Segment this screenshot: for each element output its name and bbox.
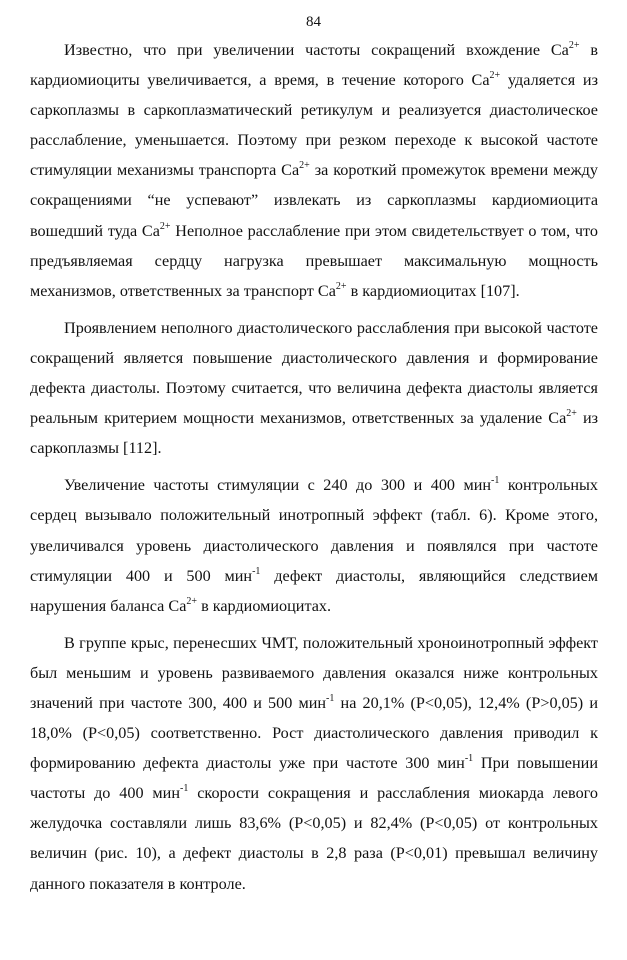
superscript: -1 [464, 753, 474, 765]
text-run: дефект диастолы, являющийся следствием нарушения баланса Са [30, 566, 599, 615]
superscript: 2+ [335, 280, 347, 292]
text-run: в кардиомиоцитах [107]. [346, 281, 520, 300]
body-text [30, 35, 598, 906]
text-run: Известно, что при увеличении частоты сокращений вхождение Са [64, 41, 569, 59]
text-run: Увеличение частоты стимуляции с 240 до 300 и 400 мин [64, 476, 492, 495]
text-run: из саркоплазмы [112]. [30, 409, 598, 458]
superscript: -1 [326, 692, 335, 704]
text-run: скорости сокращения и расслабления миокарда левого желудочка составляли лишь 83,6% (Р<0,05) и 82,4% (Р<0,05) от контрольных величин (рис. 10), а дефект диастолы в 2,8 раза (Р<0,01) превышал величину данного показателя в контроле. [30, 784, 598, 893]
page-number: 84 [306, 14, 321, 30]
text-run: контрольных сердец вызывало положительный инотропный эффект (табл. 6). Кроме этого, увеличивался уровень диастолического давления и появлялся при частоте стимуляции 400 и 500 мин [30, 476, 598, 585]
superscript: 2+ [186, 595, 198, 607]
paragraph-1 [30, 35, 598, 306]
superscript: 2+ [159, 220, 171, 232]
paragraph-2 [30, 313, 598, 463]
text-run: на 20,1% (Р<0,05), 12,4% (Р>0,05) и 18,0% (Р<0,05) соответственно. Рост диастолического давления приводил к формированию дефекта диастолы уже при частоте 300 мин [30, 693, 598, 773]
superscript: 2+ [299, 160, 310, 172]
superscript: 2+ [568, 40, 580, 51]
superscript: -1 [491, 475, 500, 487]
text-run: удаляется из саркоплазмы в саркоплазматический ретикулум и реализуется диастолическое расслабление, уменьшается. Поэтому при резком переходе к высокой частоте стимуляции механизмы транспорта Са [30, 71, 598, 180]
superscript: 2+ [489, 70, 501, 82]
text-run: за короткий промежуток времени между сокращениями “не успевают” извлекать из саркоплазмы кардиомиоцита вошедший туда Са [30, 161, 598, 240]
text-run: Проявлением неполного диастолического расслабления при высокой частоте сокращений является повышение диастолического давления и формирование дефекта диастолы. Поэтому считается, что величина дефекта диастолы является реальным критерием мощности механизмов, ответственных за удаление Са [30, 318, 598, 428]
superscript: 2+ [566, 408, 577, 420]
superscript: -1 [180, 783, 189, 795]
text-run: Неполное расслабление при этом свидетельствует о том, что предъявляемая сердцу нагрузка превышает максимальную мощность механизмов, ответственных за транспорт Са [30, 221, 598, 300]
text-run: в кардиомиоциты увеличивается, а время, в течение которого Са [30, 41, 598, 90]
paragraph-3 [30, 470, 598, 620]
superscript: -1 [252, 565, 261, 577]
text-run: При повышении частоты до 400 мин [30, 754, 598, 803]
text-run: в кардиомиоцитах. [197, 596, 332, 615]
paragraph-4 [30, 628, 598, 899]
text-run: В группе крыс, перенесших ЧМТ, положительный хроноинотропный эффект был меньшим и уровень развиваемого давления оказался ниже контрольных значений при частоте 300, 400 и 500 мин [30, 633, 598, 712]
